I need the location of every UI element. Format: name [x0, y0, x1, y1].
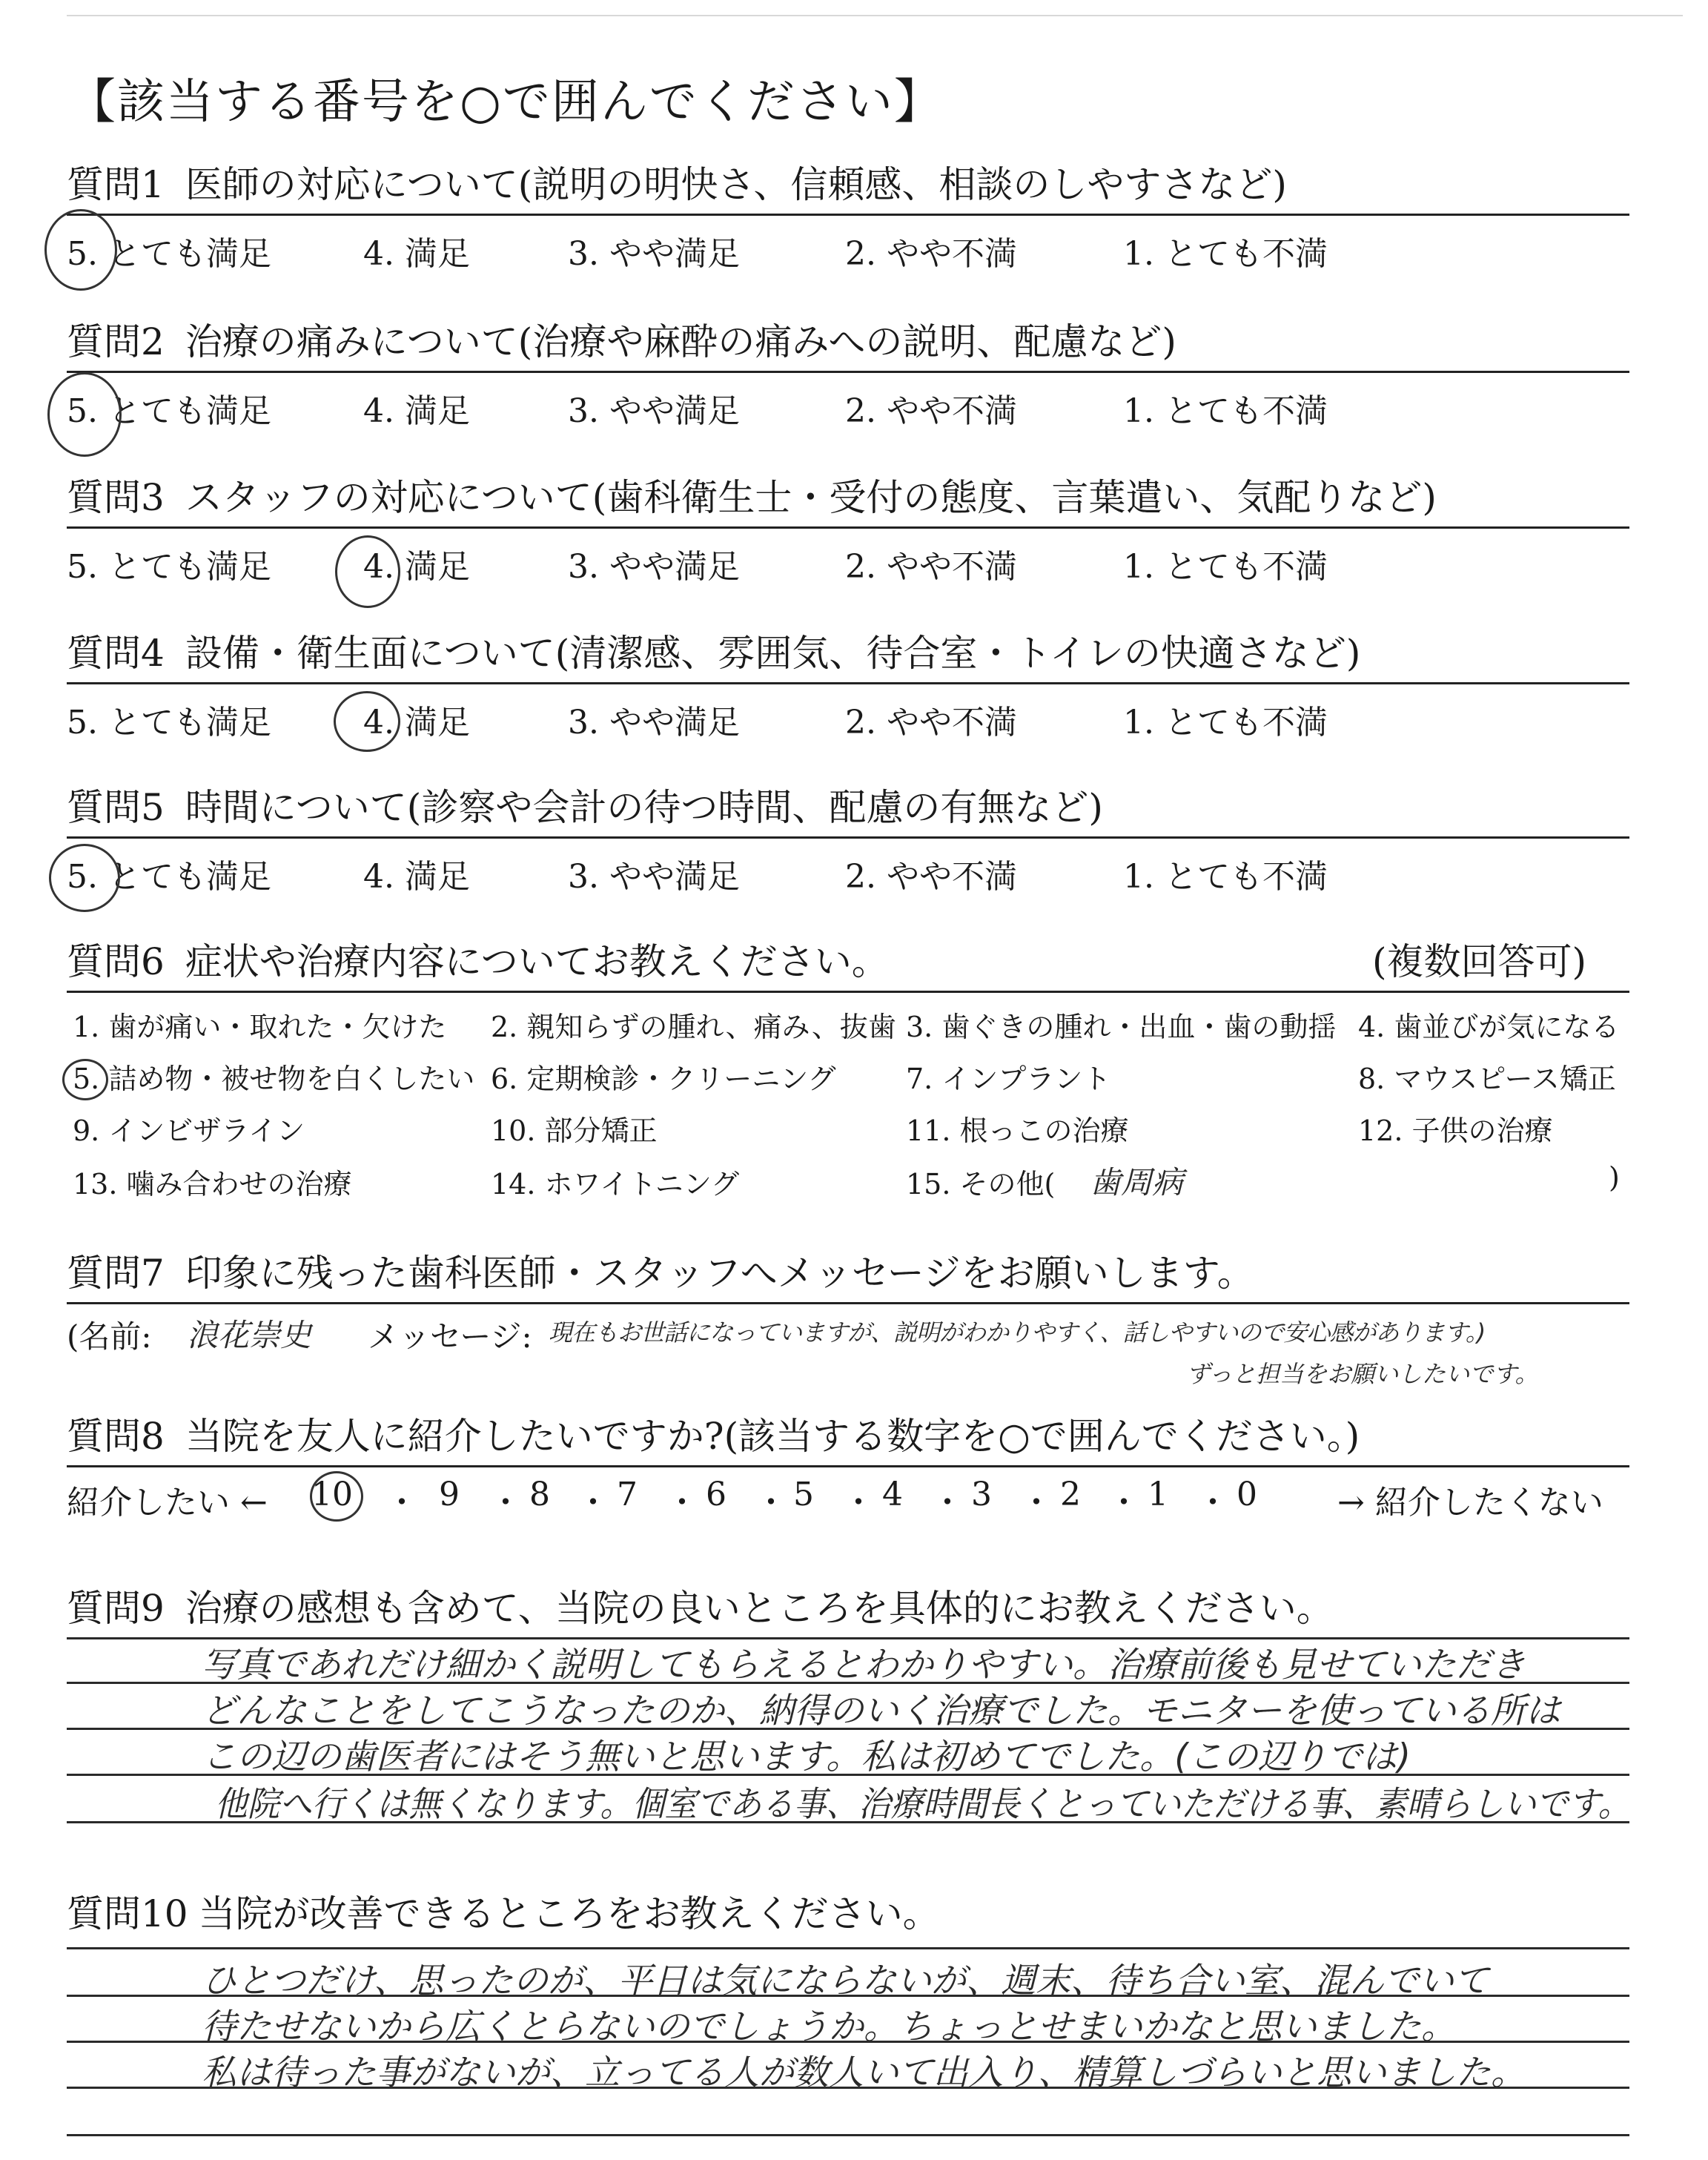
scale-dot: ・: [385, 1484, 418, 1522]
scale-dot: ・: [755, 1484, 787, 1522]
scale-dot: ・: [1108, 1484, 1140, 1522]
symptom-item[interactable]: 12. 子供の治療: [1358, 1114, 1553, 1147]
question-rule: [67, 1302, 1629, 1304]
scale-right-label: → 紹介したくない: [1337, 1484, 1603, 1522]
question-rule: [67, 526, 1629, 529]
option-1[interactable]: 1. とても不満: [1123, 704, 1328, 742]
handwritten-answer-line: 写真であれだけ細かく説明してもらえるとわかりやすい。治療前後も見せていただき: [202, 1645, 1526, 1685]
option-3[interactable]: 3. やや満足: [568, 392, 740, 430]
option-5[interactable]: 5. とても満足: [67, 858, 271, 896]
name-label: (名前:: [67, 1318, 152, 1355]
question-title: 治療の感想も含めて、当院の良いところを具体的にお教えください。: [185, 1587, 1334, 1630]
option-3[interactable]: 3. やや満足: [568, 858, 740, 896]
question-8: [67, 1413, 1631, 1459]
symptom-item[interactable]: 14. ホワイトニング: [491, 1168, 740, 1200]
question-rule: [67, 991, 1629, 993]
symptom-item[interactable]: 4. 歯並びが気になる: [1358, 1011, 1620, 1043]
question-number: 質問9: [67, 1587, 165, 1630]
question-3: [67, 475, 1631, 521]
handwritten-answer-line: ひとつだけ、思ったのが、平日は気にならないが、週末、待ち合い室、混んでいて: [202, 1961, 1489, 2001]
scale-number[interactable]: 10: [311, 1476, 353, 1513]
other-close-paren: ): [1609, 1161, 1620, 1194]
question-number: 質問6: [67, 940, 165, 983]
question-title: 設備・衛生面について(清潔感、雰囲気、待合室・トイレの快適さなど): [185, 632, 1361, 675]
option-5[interactable]: 5. とても満足: [67, 235, 271, 273]
option-1[interactable]: 1. とても不満: [1123, 235, 1328, 273]
page-heading: 【該当する番号を○で囲んでください】: [68, 75, 943, 130]
option-2[interactable]: 2. やや不満: [845, 235, 1017, 273]
symptom-item[interactable]: 5. 詰め物・被せ物を白くしたい: [73, 1063, 475, 1095]
symptom-item[interactable]: 7. インプラント: [906, 1063, 1111, 1095]
symptom-item[interactable]: 10. 部分矯正: [491, 1114, 658, 1147]
scale-number[interactable]: 0: [1237, 1476, 1257, 1513]
answer-line: [67, 2134, 1629, 2136]
question-title: 当院を友人に紹介したいですか?(該当する数字を○で囲んでください。): [185, 1415, 1360, 1458]
question-1: [67, 162, 1631, 208]
question-rule: [67, 214, 1629, 216]
scale-dot: ・: [489, 1484, 522, 1522]
other-handwritten: 歯周病: [1090, 1164, 1184, 1200]
scale-number[interactable]: 2: [1060, 1476, 1081, 1513]
scale-dot: ・: [666, 1484, 698, 1522]
handwritten-answer-line: 私は待った事がないが、立ってる人が数人いて出入り、精算しづらいと思いました。: [202, 2052, 1526, 2093]
option-5[interactable]: 5. とても満足: [67, 704, 271, 742]
question-10: [67, 1891, 1631, 1937]
question-9: [67, 1585, 1631, 1631]
scale-number[interactable]: 7: [617, 1476, 638, 1513]
question-2: [67, 319, 1631, 365]
option-1[interactable]: 1. とても不満: [1123, 548, 1328, 586]
scale-number[interactable]: 3: [971, 1476, 992, 1513]
handwritten-answer-line: この辺の歯医者にはそう無いと思います。私は初めてでした。(この辺りでは): [202, 1737, 1411, 1777]
question-4: [67, 630, 1631, 676]
option-3[interactable]: 3. やや満足: [568, 235, 740, 273]
option-4[interactable]: 4. 満足: [363, 392, 470, 430]
symptom-item[interactable]: 6. 定期検診・クリーニング: [491, 1063, 836, 1095]
question-title: 医師の対応について(説明の明快さ、信頼感、相談のしやすさなど): [185, 163, 1287, 206]
scale-number[interactable]: 9: [439, 1476, 460, 1513]
option-4[interactable]: 4. 満足: [363, 704, 470, 742]
symptom-item[interactable]: 3. 歯ぐきの腫れ・出血・歯の動揺: [906, 1011, 1337, 1043]
scale-dot: ・: [577, 1484, 609, 1522]
scale-number[interactable]: 4: [882, 1476, 903, 1513]
question-number: 質問3: [67, 476, 165, 519]
option-3[interactable]: 3. やや満足: [568, 548, 740, 586]
option-5[interactable]: 5. とても満足: [67, 392, 271, 430]
question-title: 時間について(診察や会計の待つ時間、配慮の有無など): [185, 786, 1103, 829]
scale-dot: ・: [842, 1484, 875, 1522]
symptom-item[interactable]: 9. インビザライン: [73, 1114, 305, 1147]
message-line-1: 現在もお世話になっていますが、説明がわかりやすく、話しやすいので安心感があります。): [549, 1318, 1486, 1347]
symptom-item[interactable]: 2. 親知らずの腫れ、痛み、抜歯: [491, 1011, 896, 1043]
question-number: 質問8: [67, 1415, 165, 1458]
option-4[interactable]: 4. 満足: [363, 548, 470, 586]
scale-number[interactable]: 5: [793, 1476, 814, 1513]
message-line-2: ずっと担当をお願いしたいです。: [1186, 1360, 1539, 1388]
question-5: [67, 785, 1631, 830]
question-rule: [67, 682, 1629, 684]
symptom-item[interactable]: 8. マウスピース矯正: [1358, 1063, 1616, 1095]
symptom-item[interactable]: 1. 歯が痛い・取れた・欠けた: [73, 1011, 447, 1043]
option-1[interactable]: 1. とても不満: [1123, 392, 1328, 430]
multiple-answer-note: (複数回答可): [1371, 940, 1586, 983]
question-number: 質問7: [67, 1252, 165, 1295]
question-number: 質問5: [67, 786, 165, 829]
question-title: 治療の痛みについて(治療や麻酔の痛みへの説明、配慮など): [185, 320, 1176, 363]
name-value: 浪花崇史: [187, 1317, 312, 1353]
option-4[interactable]: 4. 満足: [363, 235, 470, 273]
question-title: 印象に残った歯科医師・スタッフへメッセージをお願いします。: [185, 1252, 1254, 1295]
question-title: 症状や治療内容についてお教えください。: [185, 940, 889, 983]
question-6: [67, 939, 1631, 985]
message-label: メッセージ:: [368, 1318, 532, 1355]
handwritten-answer-line: 他院へ行くは無くなります。個室である事、治療時間長くとっていただける事、素晴らしいです。: [215, 1784, 1631, 1825]
answer-line: [67, 1947, 1629, 1949]
question-7: [67, 1250, 1631, 1296]
question-number: 質問4: [67, 632, 165, 675]
scale-number[interactable]: 1: [1148, 1476, 1168, 1513]
option-1[interactable]: 1. とても不満: [1123, 858, 1328, 896]
handwritten-answer-line: 待たせないから広くとらないのでしょうか。ちょっとせまいかなと思いました。: [202, 2007, 1456, 2047]
option-2[interactable]: 2. やや不満: [845, 858, 1017, 896]
option-5[interactable]: 5. とても満足: [67, 548, 271, 586]
scale-number[interactable]: 8: [529, 1476, 550, 1513]
top-border: [67, 15, 1683, 16]
scale-dot: ・: [931, 1484, 964, 1522]
scale-number[interactable]: 6: [706, 1476, 726, 1513]
question-number: 質問1: [67, 163, 165, 206]
option-2[interactable]: 2. やや不満: [845, 548, 1017, 586]
symptom-item[interactable]: 13. 噛み合わせの治療: [73, 1168, 352, 1200]
question-rule: [67, 836, 1629, 839]
scale-dot: ・: [1196, 1484, 1229, 1522]
option-2[interactable]: 2. やや不満: [845, 704, 1017, 742]
question-title: 当院が改善できるところをお教えください。: [198, 1892, 940, 1935]
question-title: スタッフの対応について(歯科衛生士・受付の態度、言葉遣い、気配りなど): [185, 476, 1437, 519]
question-rule: [67, 371, 1629, 373]
option-2[interactable]: 2. やや不満: [845, 392, 1017, 430]
symptom-item[interactable]: 11. 根っこの治療: [906, 1114, 1129, 1147]
question-number: 質問10: [67, 1892, 188, 1935]
scale-dot: ・: [1020, 1484, 1053, 1522]
question-number: 質問2: [67, 320, 165, 363]
question-rule: [67, 1465, 1629, 1467]
scale-left-label: 紹介したい ←: [67, 1484, 268, 1522]
option-4[interactable]: 4. 満足: [363, 858, 470, 896]
handwritten-answer-line: どんなことをしてこうなったのか、納得のいく治療でした。モニターを使っている所は: [202, 1691, 1560, 1731]
symptom-item[interactable]: 15. その他(: [906, 1168, 1056, 1200]
option-3[interactable]: 3. やや満足: [568, 704, 740, 742]
